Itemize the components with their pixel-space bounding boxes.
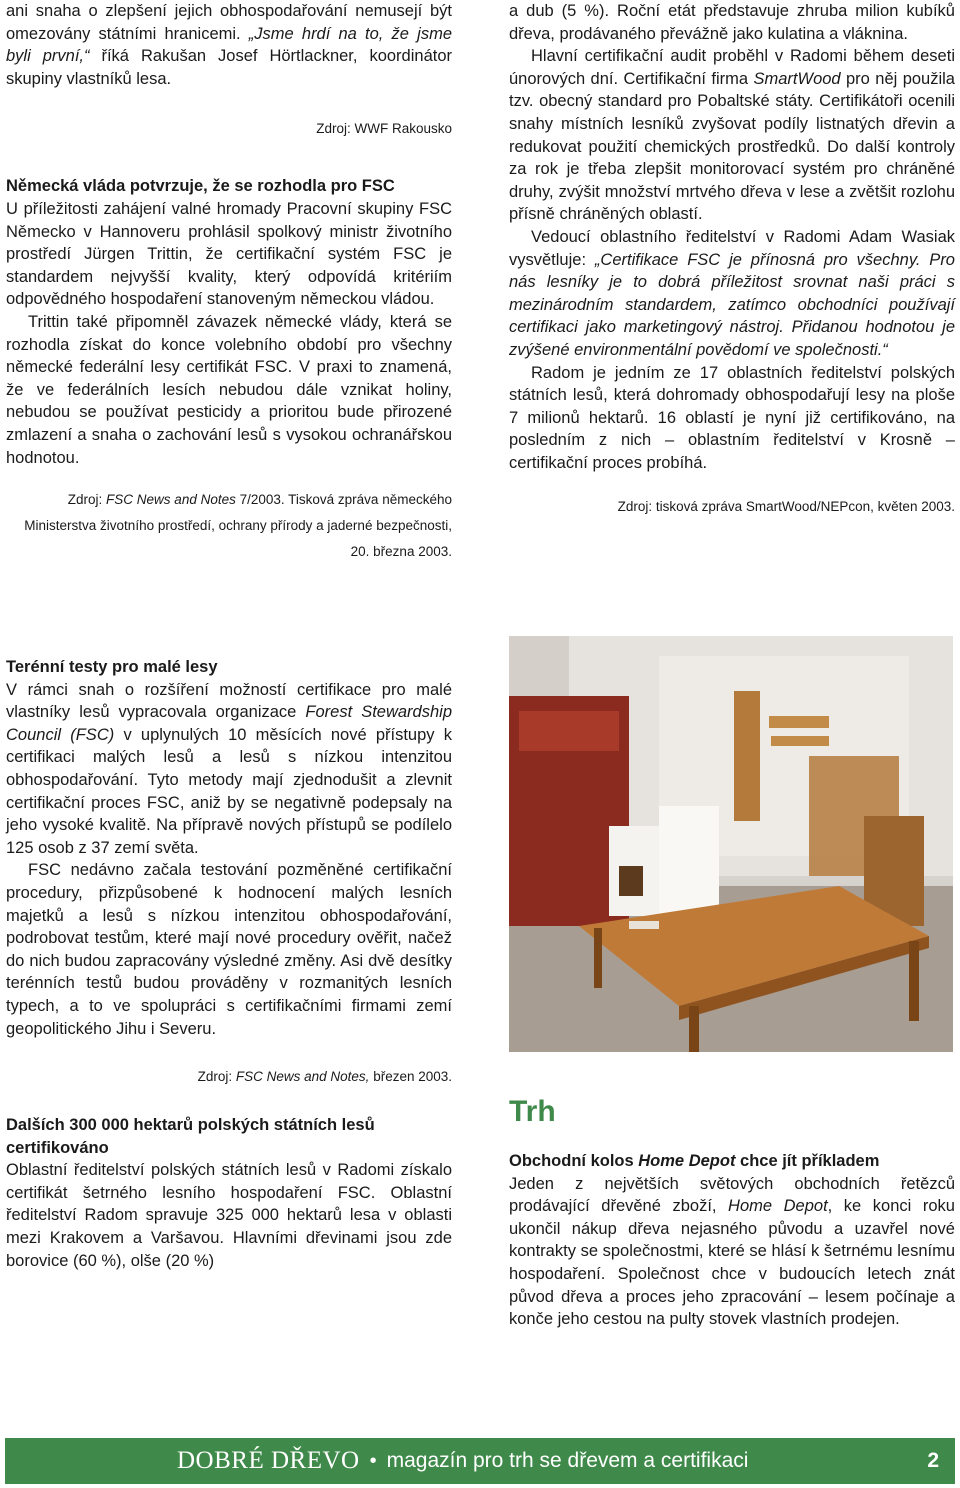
poland-continued-paragraph: a dub (5 %). Roční etát představuje zhruba milion kubíků dřeva, prodávaného převážně jako kulatina a vláknina. [509,2,955,43]
furniture-exhibition-illustration [509,636,953,1052]
home-depot-paragraph: Jeden z největších světových obchodních řetězců prodávající dřevěné zboží, Home Depot, ke konci roku ukončil nákup dřeva nejasného původu a uzavřel nové kontrakty se společnostmi, které se hlásí k šetrnému lesnímu hospodaření. Společnost chce v budoucích letech znát původ dřeva a proces jeho zpracování – lesem počínaje a konče jeho cestou na pulty stovek vlastních prodejen. [509,1174,955,1329]
right-column-bottom [509,1094,955,1331]
poland-paragraph-1: Oblastní ředitelství polských státních lesů v Radomi získalo certifikát šetrného lesního hospodaření FSC. Oblastní ředitelství Radom spravuje 325 000 hektarů lesa v oblasti mezi Krakovem a Varšavou. Hlavními dřevinami jsou zde borovice (60 %), olše (20 %) [6,1161,452,1270]
page-number: 2 [927,1448,939,1472]
wasiak-quote-paragraph: Vedoucí oblastního ředitelství v Radomi Adam Wasiak vysvětluje: „Certifikace FSC je přínosná pro všechny. Pro nás lesníky je to dobrá příležitost srovnat naši práci s mezinárodním standardem, zatímco obchodníci používají certifikaci jako marketingový nástroj. Přidanou hodnotou je zvýšené environmentální povědomí ve společnosti.“ [509,227,955,359]
article-heading-germany: Německá vláda potvrzuje, že se rozhodla pro FSC [6,177,395,196]
radom-paragraph: Radom je jedním ze 17 oblastních ředitelství polských státních lesů, která dohromady obhospodařují lesy na ploše 7 milionů hektarů. 16 oblastí je nyní již certifikováno, na posledním z nich – oblastním ředitelství v Krosně – certifikační proces probíhá. [509,363,955,472]
furniture-exhibition-photo [509,636,953,1052]
article-heading-field-tests: Terénní testy pro malé lesy [6,658,218,676]
left-column-bottom [6,656,452,1272]
article-heading-home-depot: Obchodní kolos Home Depot chce jít příkladem [509,1152,880,1170]
audit-paragraph: Hlavní certifikační audit proběhl v Radomi během deseti únorových dní. Certifikační firma SmartWood pro něj použila tzv. obecný standard pro Pobaltské státy. Certifikátoři ocenili snahy místních lesníků zvyšovat podíly listnatých dřevin a redukovat použití chemických prostředků. Do další kontroly za rok je třeba zlepšit monitorovací systém pro chráněné druhy, zvýšit množství mrtvého dřeva v lese a zvětšit rozlohu přísně chráněných oblastí. [509,47,955,224]
germany-paragraph-1: U příležitosti zahájení valné hromady Pracovní skupiny FSC Německo v Hannoveru prohlásil spolkový ministr životního prostředí Jürgen Trittin, že certifikační systém FSC je standardem nejvyšší kvality, který odpovídá kritériím odpovědného hospodaření stanoveným německou vládou. [6,199,452,309]
footer-bar [5,1438,955,1484]
source-line: Zdroj: WWF Rakousko [316,121,452,137]
field-tests-paragraph-1: V rámci snah o rozšíření možností certifikace pro malé vlastníky lesů vypracovala organizace Forest Stewardship Council (FSC) v uplynulých 10 měsících nové přístupy k certifikaci malých lesů a lesů s nízkou intenzitou obhospodařování. Tyto metody mají zjednodušit a zlevnit certifikační proces FSC, aniž by se negativně podepsaly na jeho vysoké kvalitě. Na přípravě nových přístupů se podílelo 125 osob z 37 zemí světa. [6,680,452,857]
left-column-top [6,0,452,565]
field-tests-source: Zdroj: FSC News and Notes, březen 2003. [197,1069,452,1085]
germany-paragraph-2: Trittin také připomněl závazek německé vlády, která se rozhodla získat do konce volebního období pro všechny německé federální lesy certifikát FSC. V praxi to znamená, že ve federálních lesích nebudou dále vznikat holiny, nebudou se používat pesticidy a prioritou bude přirozené zmlazení a snaha o zachování lesů s vysokou ochranářskou hodnotou. [6,312,452,467]
field-tests-paragraph-2: FSC nedávno začala testování pozměněné certifikační procedury, přizpůsobené k hodnocení malých lesních majetků a lesů s nízkou intenzitou obhospodařování, podrobovat testům, které mají nové procedury ověřit, načež do nich budou zapracovány výsledné změny. Asi dvě desítky terénních testů budou prováděny v rozmanitých lesních typech, a to ve spolupráci s certifikačními firmami zemí geopolitického Jihu i Severu. [6,861,452,1038]
intro-continued-paragraph: ani snaha o zlepšení jejich obhospodařování nemusejí být omezovány státními hranicemi. „Jsme hrdí na to, že jsme byli první,“ říká Rakušan Josef Hörtlackner, koordinátor skupiny vlastníků lesa. [6,2,452,88]
smartwood-source: Zdroj: tisková zpráva SmartWood/NEPcon, květen 2003. [617,499,955,515]
germany-source: Zdroj: FSC News and Notes 7/2003. Tisková zpráva německého Ministerstva životního prostředí, ochrany přírody a jaderné bezpečnosti, 20. března 2003. [24,492,452,560]
quote-text: „Jsme hrdí na to, že jsme byli první,“ [6,24,452,66]
magazine-brand: DOBRÉ DŘEVO [177,1446,360,1474]
magazine-tagline: magazín pro trh se dřevem a certifikaci [386,1448,749,1472]
section-title-market: Trh [509,1095,556,1128]
bullet-separator: • [369,1449,377,1472]
right-column-top [509,0,955,520]
article-heading-poland: Dalších 300 000 hektarů polských státních lesů certifikováno [6,1116,375,1157]
